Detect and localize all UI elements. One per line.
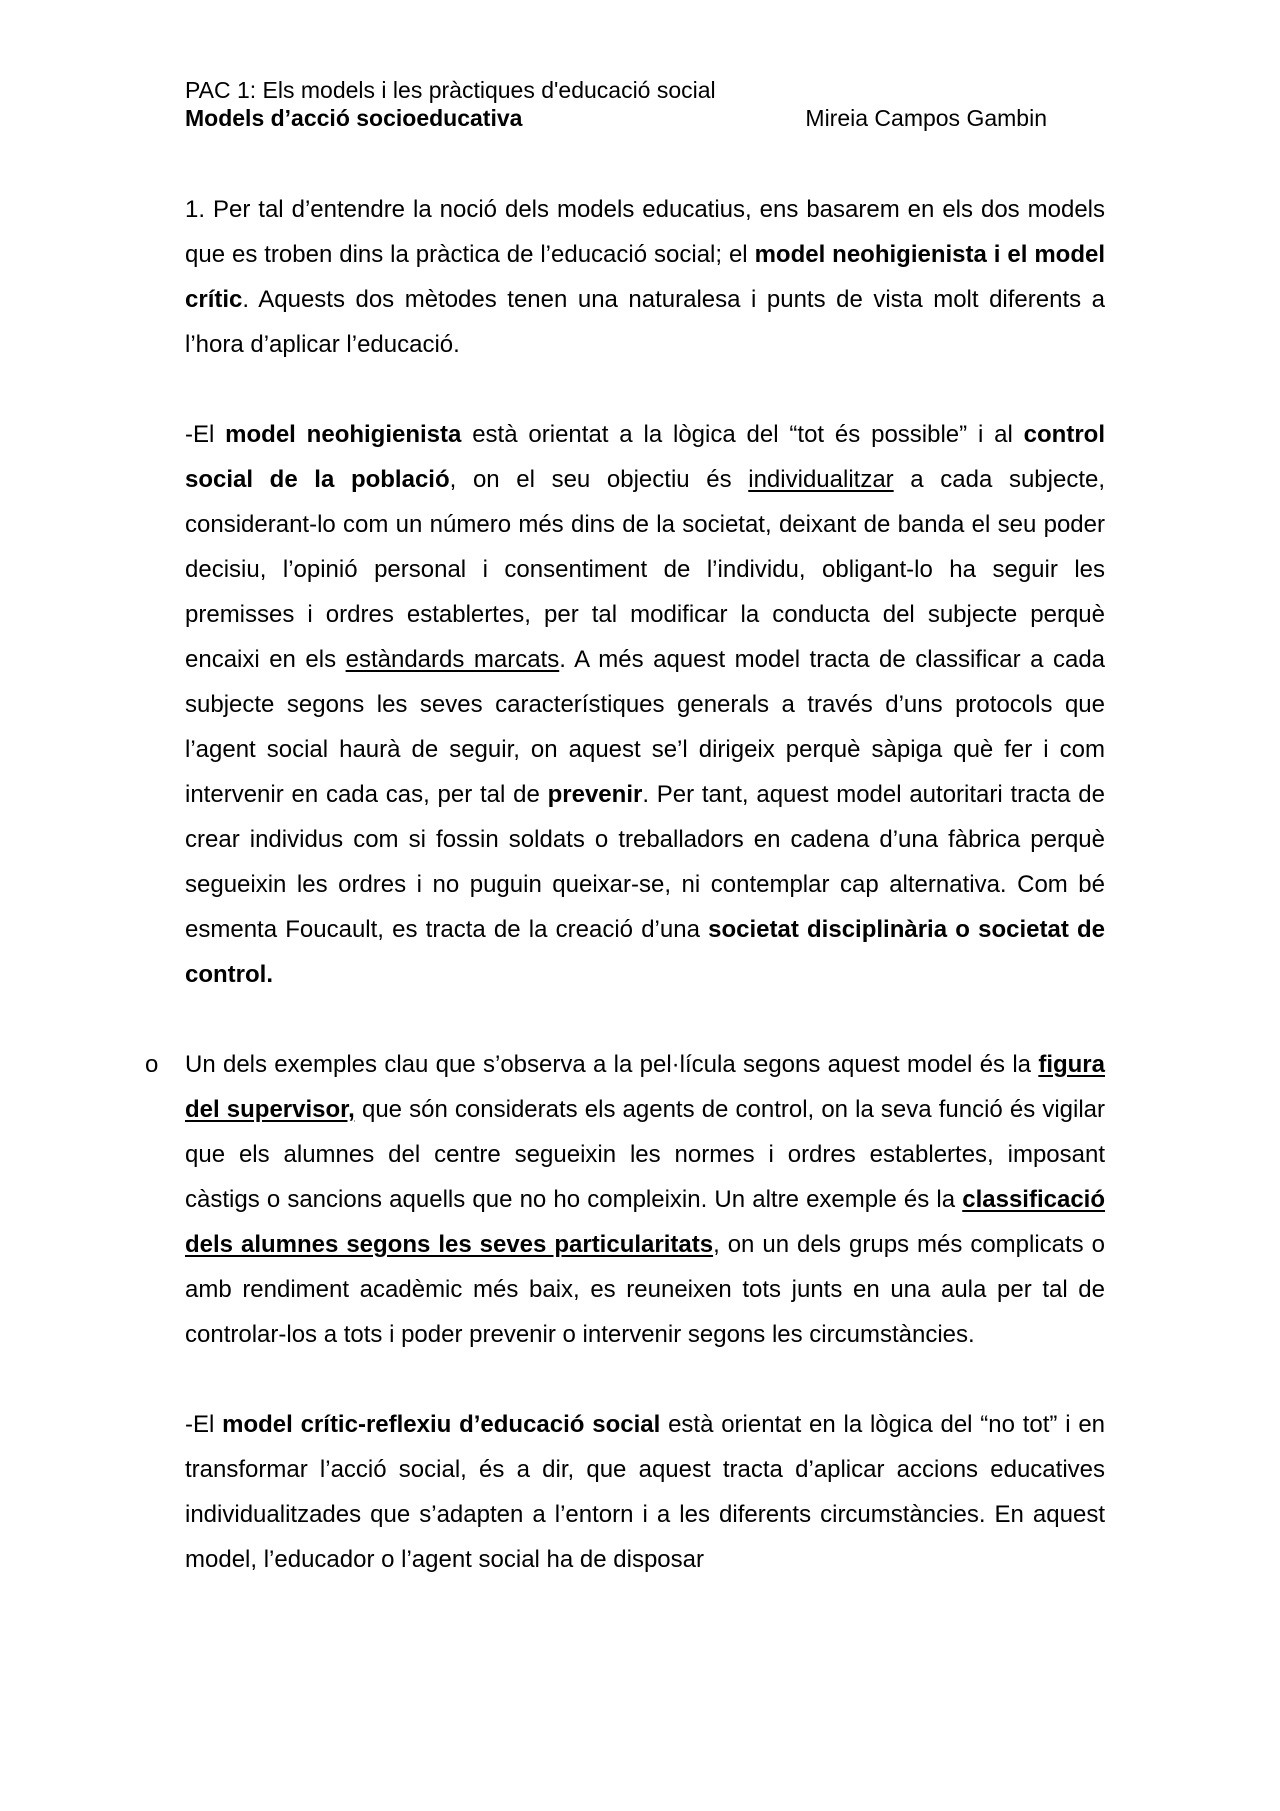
bold-run: societat disciplinària o societat de control. xyxy=(185,916,1106,988)
text-run: que són considerats els agents de control, on la seva funció és vigilar que els alumnes del centre segueixin les normes i ordres establertes, imposant càstigs o sancions aquells que no ho compleixin. Un altre exemple és la xyxy=(185,1096,1106,1213)
bold-run: model crític-reflexiu d’educació social xyxy=(222,1411,661,1438)
bold-run: model neohigienista i el model crític xyxy=(185,241,1105,313)
text-run: , on un dels grups més complicats o amb rendiment acadèmic més baix, es reuneixen tots junts en una aula per tal de controlar-los a tots i poder prevenir o intervenir segons les circumstàncies. xyxy=(185,1231,1105,1348)
header-row xyxy=(185,104,1047,132)
bullet-marker: o xyxy=(145,1051,159,1078)
course-title: PAC 1: Els models i les pràctiques d'educació social xyxy=(185,77,716,103)
author-name: Mireia Campos Gambin xyxy=(805,105,1047,131)
bold-run: control social de la població xyxy=(185,421,1105,493)
paragraph-intro xyxy=(185,187,1105,367)
document-subtitle: Models d’acció socioeducativa xyxy=(185,105,523,131)
text-run: . Aquests dos mètodes tenen una naturalesa i punts de vista molt diferents a l’hora d’aplicar l’educació. xyxy=(185,286,1105,358)
text-run: està orientat a la lògica del “tot és possible” i al xyxy=(461,421,1024,448)
page-header xyxy=(185,76,1047,132)
text-run: a cada subjecte, considerant-lo com un número més dins de la societat, deixant de banda el seu poder decisiu, l’opinió personal i consentiment de l’individu, obligant-lo ha seguir les premisses i ordres establertes, per tal modificar la conducta del subjecte perquè encaixi en els xyxy=(185,466,1106,673)
document-body xyxy=(145,187,1106,1582)
bold-run: prevenir xyxy=(547,781,643,808)
text-run: -El xyxy=(185,1411,223,1438)
paragraph-critic-reflexiu xyxy=(185,1402,1105,1582)
text-run: 1. Per tal d’entendre la noció dels models educatius, ens basarem en els dos models que es troben dins la pràctica de l’educació social; el xyxy=(185,196,1105,268)
underlined-run: individualitzar xyxy=(748,466,894,493)
text-run: , on el seu objectiu és xyxy=(449,466,749,493)
text-run: Un dels exemples clau que s’observa a la pel·lícula segons aquest model és la xyxy=(185,1051,1039,1078)
text-run: està orientat en la lògica del “no tot” i en transformar l’acció social, és a dir, que aquest tracta d’aplicar accions educatives individualitzades que s’adapten a l’entorn i a les diferents circumstàncies. En aquest model, l’educador o l’agent social ha de disposar xyxy=(185,1411,1106,1573)
underlined-run: estàndards marcats xyxy=(345,646,560,673)
bold-underlined-run: figura del supervisor, xyxy=(185,1051,1105,1123)
text-run: -El xyxy=(185,421,226,448)
bullet-paragraph-examples xyxy=(145,1042,1106,1357)
text-run: . A més aquest model tracta de classificar a cada subjecte segons les seves característiques generals a través d’uns protocols que l’agent social haurà de seguir, on aquest se’l dirigeix perquè sàpiga què fer i com intervenir en cada cas, per tal de xyxy=(185,646,1106,808)
bold-underlined-run: classificació dels alumnes segons les seves particularitats xyxy=(185,1186,1105,1258)
bold-run: model neohigienista xyxy=(225,421,462,448)
text-run: . Per tant, aquest model autoritari tracta de crear individus com si fossin soldats o treballadors en cadena d’una fàbrica perquè segueixin les ordres i no puguin queixar-se, ni contemplar cap alternativa. Com bé esmenta Foucault, es tracta de la creació d’una xyxy=(185,781,1105,943)
paragraph-neohigienista xyxy=(185,412,1105,997)
